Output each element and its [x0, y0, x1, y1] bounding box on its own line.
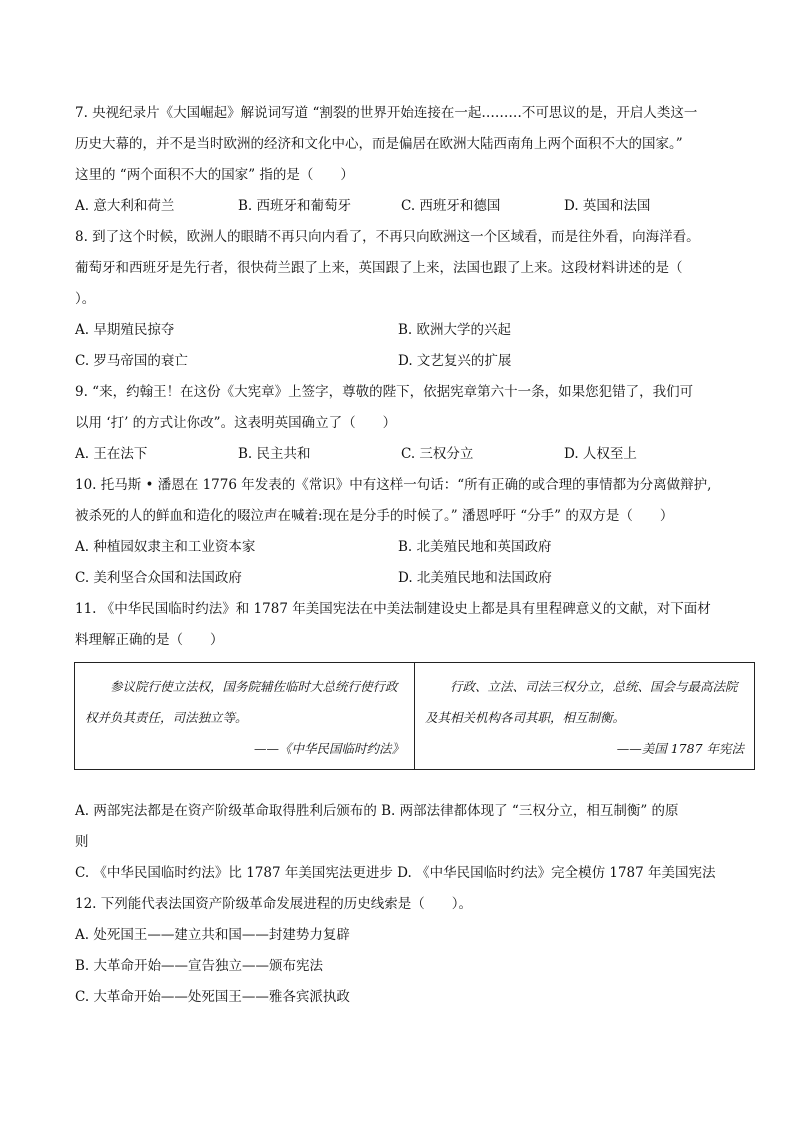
option-a[interactable]: A. 早期殖民掠夺: [75, 322, 175, 338]
option-b[interactable]: B. 民主共和: [238, 446, 311, 462]
material-left-cell: [75, 663, 415, 770]
option-d[interactable]: D. 北美殖民地和法国政府: [398, 570, 552, 586]
options: [75, 315, 745, 346]
option-line[interactable]: A. 两部宪法都是在资产阶级革命取得胜利后颁布的 B. 两部法律都体现了 “三权分立，相互制衡” 的原: [75, 803, 679, 819]
option-line[interactable]: 则: [75, 834, 89, 850]
material-right-cell: [415, 663, 755, 770]
option-c[interactable]: C. 大革命开始——处死国王——雅各宾派执政: [75, 989, 350, 1005]
material-left-text: 参议院行使立法权，国务院辅佐临时大总统行使行政权并负其责任，司法独立等。: [85, 679, 398, 725]
question-11: [75, 594, 745, 889]
option-b[interactable]: B. 西班牙和葡萄牙: [238, 198, 352, 214]
option-a[interactable]: A. 处死国王——建立共和国——封建势力复辟: [75, 927, 350, 943]
option-b[interactable]: B. 北美殖民地和英国政府: [398, 539, 552, 555]
question-text: 葡萄牙和西班牙是先行者，很快荷兰跟了上来，英国跟了上来，法国也跟了上来。这段材料讲述的是（: [75, 260, 683, 276]
question-text: 料理解正确的是（ ）: [75, 632, 224, 648]
option-d[interactable]: D. 人权至上: [564, 446, 637, 462]
option-line[interactable]: C. 《中华民国临时约法》比 1787 年美国宪法更进步 D. 《中华民国临时约法》完全模仿 1787 年美国宪法: [75, 865, 716, 881]
question-12: [75, 889, 745, 1013]
question-list: [75, 98, 745, 1013]
question-text: 这里的 “两个面积不大的国家” 指的是（ ）: [75, 167, 354, 183]
option-d[interactable]: D. 文艺复兴的扩展: [398, 353, 512, 369]
question-7: [75, 98, 745, 222]
option-b[interactable]: B. 欧洲大学的兴起: [398, 322, 512, 338]
option-a[interactable]: A. 种植园奴隶主和工业资本家: [75, 539, 256, 555]
question-text: 7. 央视纪录片《大国崛起》解说词写道 “割裂的世界开始连接在一起………不可思议的是，开启人类这一: [75, 105, 698, 121]
options: [75, 346, 745, 377]
question-8: [75, 222, 745, 377]
option-c[interactable]: C. 西班牙和德国: [401, 198, 501, 214]
options: [75, 532, 745, 563]
question-text: 9. “来，约翰王！在这份《大宪章》上签字，尊敬的陛下，依据宪章第六十一条，如果您犯错了，我们可: [75, 384, 694, 400]
options: [75, 563, 745, 594]
question-text: 历史大幕的，并不是当时欧洲的经济和文化中心，而是偏居在欧洲大陆西南角上两个面积不大的国家。”: [75, 136, 683, 152]
options: [75, 191, 745, 222]
material-right-source: ——美国 1787 年宪法: [616, 741, 744, 756]
option-c[interactable]: C. 美利坚合众国和法国政府: [75, 570, 242, 586]
material-left-source: ——《中华民国临时约法》: [253, 741, 404, 756]
question-text: 11. 《中华民国临时约法》和 1787 年美国宪法在中美法制建设史上都是具有里程碑意义的文献，对下面材: [75, 601, 711, 617]
question-text: 10. 托马斯 • 潘恩在 1776 年发表的《常识》中有这样一句话：“所有正确的或合理的事情都为分离做辩护,: [75, 477, 712, 493]
option-c[interactable]: C. 罗马帝国的衰亡: [75, 353, 188, 369]
option-d[interactable]: D. 英国和法国: [564, 198, 651, 214]
question-text: 12. 下列能代表法国资产阶级革命发展进程的历史线索是（ ）。: [75, 896, 473, 912]
option-a[interactable]: A. 意大利和荷兰: [75, 198, 175, 214]
options: [75, 439, 745, 470]
material-right-text: 行政、立法、司法三权分立，总统、国会与最高法院及其相关机构各司其职，相互制衡。: [425, 679, 738, 725]
question-text: 8. 到了这个时候，欧洲人的眼睛不再只向内看了，不再只向欧洲这一个区域看，而是往外看，向海洋看。: [75, 229, 700, 245]
option-c[interactable]: C. 三权分立: [401, 446, 474, 462]
option-a[interactable]: A. 王在法下: [75, 446, 148, 462]
question-10: [75, 470, 745, 594]
option-b[interactable]: B. 大革命开始——宣告独立——颁布宪法: [75, 958, 324, 974]
question-9: [75, 377, 745, 470]
material-table: [74, 662, 755, 770]
question-text: 被杀死的人的鲜血和造化的啜泣声在喊着:现在是分手的时候了。” 潘恩呼吁 “分手” 的双方是（ ）: [75, 508, 674, 524]
question-text: ）。: [75, 291, 96, 307]
question-text: 以用 ‘打’ 的方式让你改”。这表明英国确立了（ ）: [75, 415, 397, 431]
